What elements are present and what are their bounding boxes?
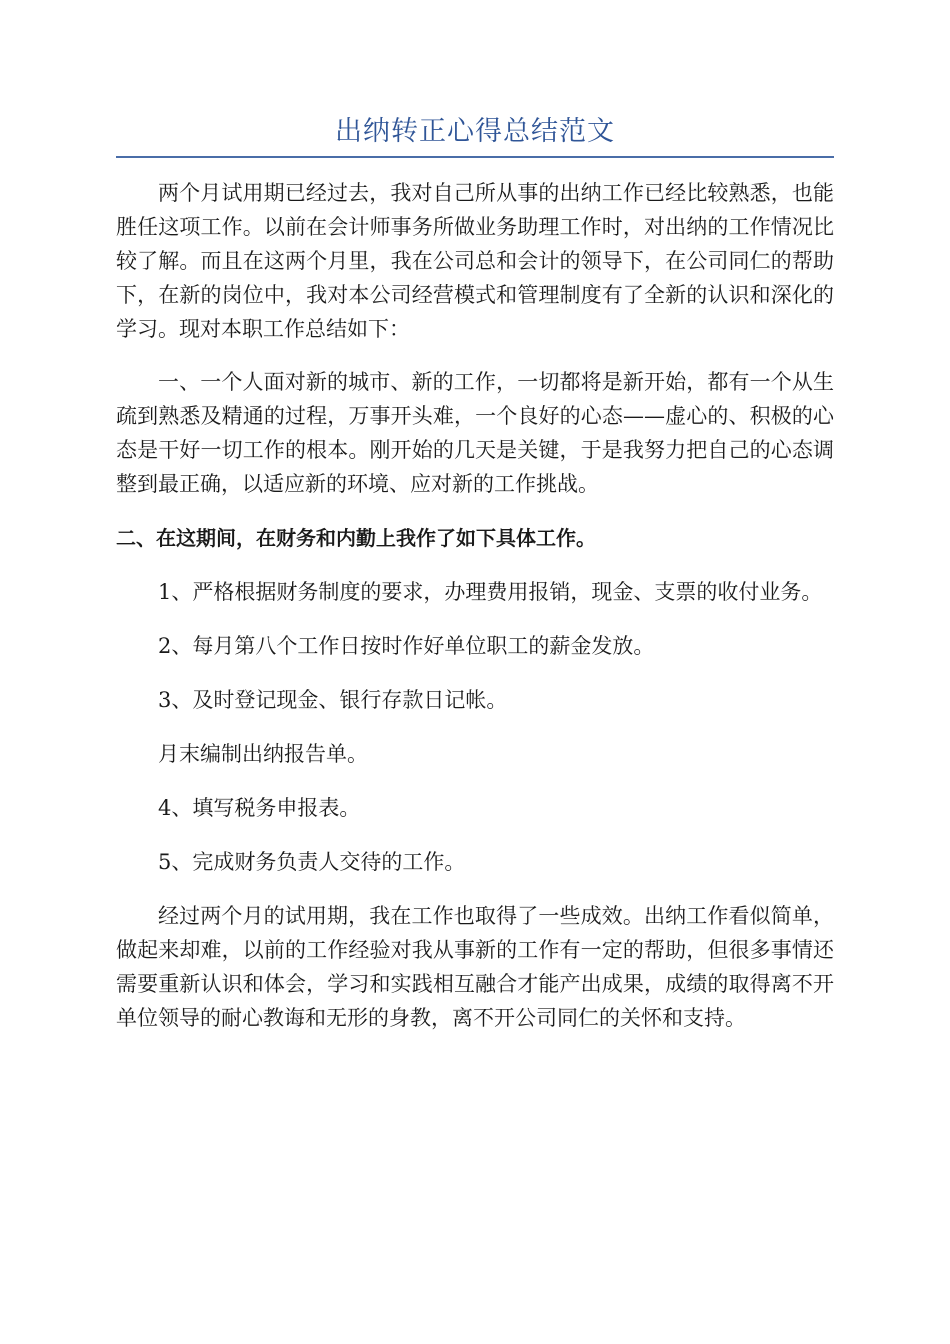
document-page: [116, 0, 834, 1344]
paragraph-conclusion: 经过两个月的试用期，我在工作也取得了一些成效。出纳工作看似简单，做起来却难，以前的工作经验对我从事新的工作有一定的帮助，但很多事情还需要重新认识和体会，学习和实践相互融合才能产出成果，成绩的取得离不开单位领导的耐心教诲和无形的身教，离不开公司同仁的关怀和支持。: [116, 904, 834, 1030]
paragraph-intro: 两个月试用期已经过去，我对自己所从事的出纳工作已经比较熟悉，也能胜任这项工作。以前在会计师事务所做业务助理工作时，对出纳的工作情况比较了解。而且在这两个月里，我在公司总和会计的领导下，在公司同仁的帮助下，在新的岗位中，我对本公司经营模式和管理制度有了全新的认识和深化的学习。现对本职工作总结如下：: [116, 181, 834, 341]
list-item-5: 5、完成财务负责人交待的工作。: [158, 850, 466, 874]
list-item-1: 1、严格根据财务制度的要求，办理费用报销，现金、支票的收付业务。: [158, 580, 823, 604]
paragraph-section-one: 一、一个人面对新的城市、新的工作，一切都将是新开始，都有一个从生疏到熟悉及精通的过程，万事开头难，一个良好的心态——虚心的、积极的心态是干好一切工作的根本。刚开始的几天是关键，于是我努力把自己的心态调整到最正确，以适应新的环境、应对新的工作挑战。: [116, 370, 834, 496]
document-body: [116, 176, 834, 1035]
list-item-4: 4、填写税务申报表。: [158, 796, 361, 820]
section-heading-two: 二、在这期间，在财务和内勤上我作了如下具体工作。: [116, 526, 596, 550]
document-title: 出纳转正心得总结范文: [335, 116, 615, 147]
list-item-3-note: 月末编制出纳报告单。: [158, 742, 368, 766]
title-block: [116, 112, 834, 158]
list-item-3: 3、及时登记现金、银行存款日记帐。: [158, 688, 508, 712]
list-item-2: 2、每月第八个工作日按时作好单位职工的薪金发放。: [158, 634, 655, 658]
